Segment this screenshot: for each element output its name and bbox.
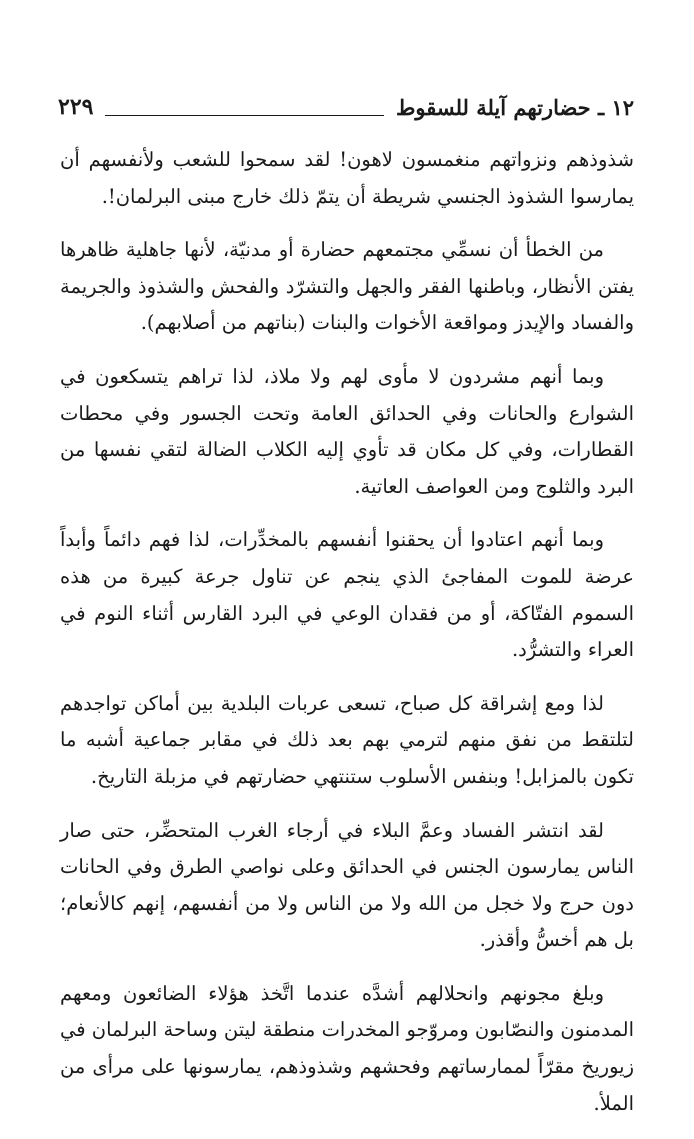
- paragraph: لذا ومع إشراقة كل صباح، تسعى عربات البلدية بين أماكن تواجدهم لتلتقط من نفق منهم لترمي بهم بعد ذلك في مقابر جماعية أشبه ما تكون بالمزابل! وبنفس الأسلوب ستنتهي حضارتهم في مزبلة التاريخ.: [60, 691, 634, 788]
- body-text: [60, 142, 634, 1139]
- paragraph: من الخطأ أن نسمِّي مجتمعهم حضارة أو مدنيّة، لأنها جاهلية ظاهرها يفتن الأنظار، وباطنها الفقر والجهل والتشرّد والفحش والشذوذ والجريمة والفساد والإيدز ومواقعة الأخوات والبنات (بناتهم من أصلابهم).: [60, 238, 634, 335]
- paragraph: وبما أنهم مشردون لا مأوى لهم ولا ملاذ، لذا تراهم يتسكعون في الشوارع والحانات وفي الحدائق العامة وتحت الجسور وفي محطات القطارات، وفي كل مكان قد تأوي إليه الكلاب الضالة لتقي نفسها من البرد والثلوج ومن العواصف العاتية.: [60, 364, 634, 498]
- header-rule: [105, 115, 383, 116]
- page-number: ٢٢٩: [58, 94, 94, 120]
- running-header: [58, 86, 634, 122]
- paragraph: وبلغ مجونهم وانحلالهم أشدَّه عندما اتَّخذ هؤلاء الضائعون ومعهم المدمنون والنصّابون ومروّجو المخدرات منطقة ليتن وساحة البرلمان في زيوريخ مقرّاً لممارساتهم وفحشهم وشذوذهم، يمارسونها على مرأى من الملأ.: [60, 981, 634, 1115]
- paragraph: وبما أنهم اعتادوا أن يحقنوا أنفسهم بالمخدِّرات، لذا فهم دائماً وأبداً عرضة للموت المفاجئ الذي ينجم عن تناول جرعة كبيرة من هذه السموم الفتّاكة، أو من فقدان الوعي في البرد القارس أثناء النوم في العراء والتشرُّد.: [60, 528, 634, 662]
- paragraph: شذوذهم ونزواتهم منغمسون لاهون! لقد سمحوا للشعب ولأنفسهم أن يمارسوا الشذوذ الجنسي شريطة أن يتمّ ذلك خارج مبنى البرلمان!.: [60, 148, 634, 208]
- paragraph: لقد انتشر الفساد وعمَّ البلاء في أرجاء الغرب المتحضِّر، حتى صار الناس يمارسون الجنس في الحدائق وعلى نواصي الطرق وفي الحانات دون حرج ولا خجل من الله ولا من الناس ولا من أنفسهم، إنهم كالأنعام؛ بل هم أخسُّ وأقذر.: [60, 818, 634, 952]
- chapter-title: ١٢ ـ حضارتهم آيلة للسقوط: [395, 95, 634, 120]
